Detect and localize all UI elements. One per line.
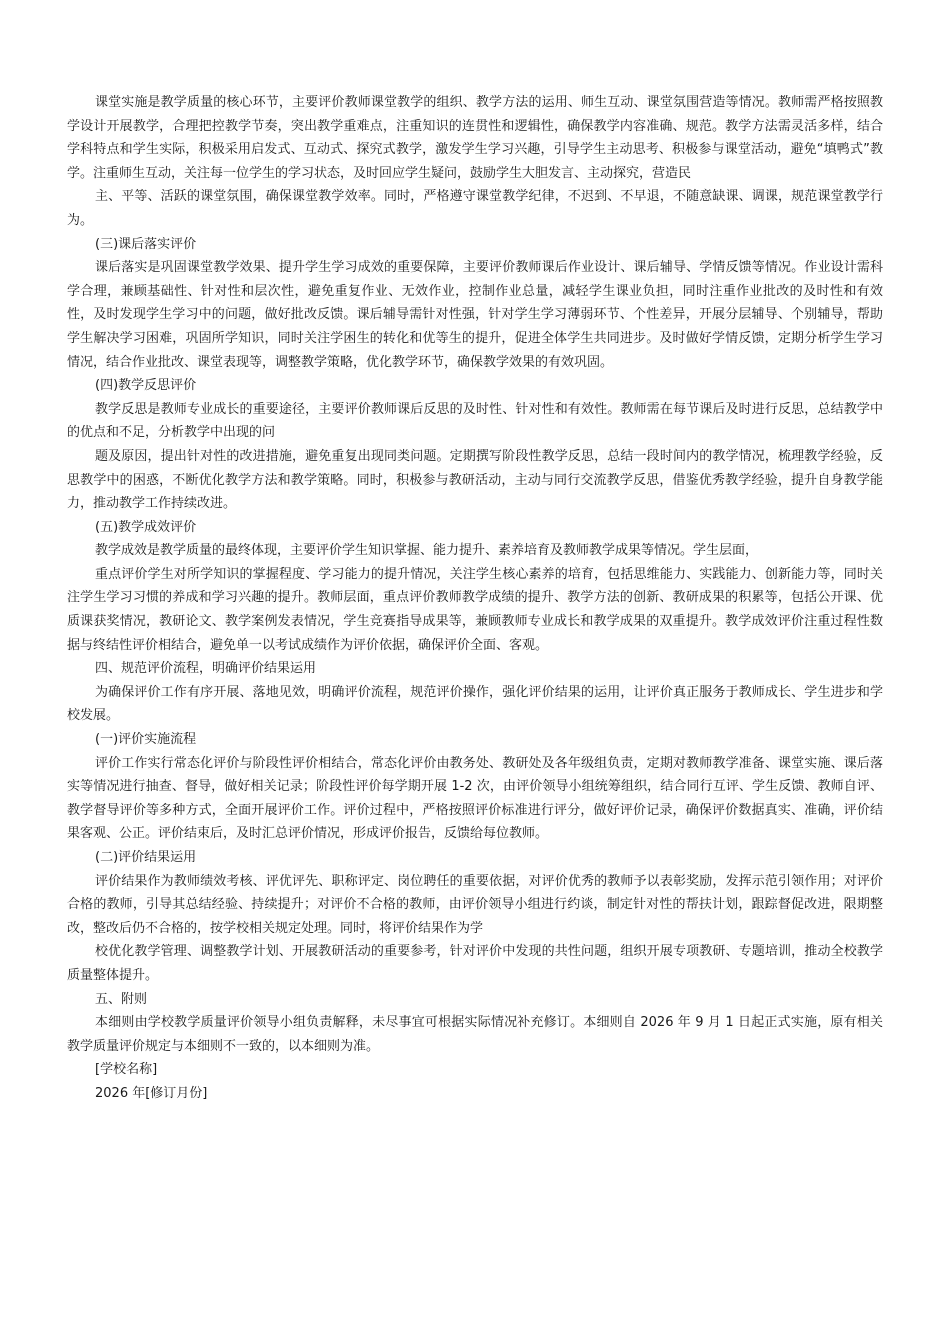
paragraph-reflection-detail: 题及原因，提出针对性的改进措施，避免重复出现同类问题。定期撰写阶段性教学反思，总结一段时间内的教学情况，梳理教学经验，反思教学中的困惑，不断优化教学方法和教学策略。同时，积极参与教研活动，主动与同行交流教学反思，借鉴优秀教学经验，提升自身教学能力，推动教学工作持续改进。	[67, 448, 883, 512]
paragraph-classroom-implementation: 课堂实施是教学质量的核心环节，主要评价教师课堂教学的组织、教学方法的运用、师生互动、课堂氛围营造等情况。教师需严格按照教学设计开展教学，合理把控教学节奏，突出教学重难点，注重知识的连贯性和逻辑性，确保教学内容准确、规范。教学方法需灵活多样，结合学科特点和学生实际，积极采用启发式、互动式、探究式教学，激发学生学习兴趣，引导学生主动思考、积极参与课堂活动，避免“填鸭式”教学。注重师生互动，关注每一位学生的学习状态，及时回应学生疑问，鼓励学生大胆发言、主动探究，营造民	[67, 95, 883, 181]
section-heading-after-class: (三)课后落实评价	[95, 236, 197, 252]
paragraph-process-intro: 为确保评价工作有序开展、落地见效，明确评价流程，规范评价操作，强化评价结果的运用，让评价真正服务于教师成长、学生进步和学校发展。	[67, 684, 883, 724]
paragraph-result-use: 评价结果作为教师绩效考核、评优评先、职称评定、岗位聘任的重要依据，对评价优秀的教师予以表彰奖励，发挥示范引领作用；对评价合格的教师，引导其总结经验、持续提升；对评价不合格的教师，由评价领导小组进行约谈，制定针对性的帮扶计划，跟踪督促改进，限期整改，整改后仍不合格的，按学校相关规定处理。同时，将评价结果作为学	[67, 873, 883, 936]
section-heading-implementation-flow: (一)评价实施流程	[95, 732, 197, 748]
paragraph-effectiveness-intro: 教学成效是教学质量的最终体现，主要评价学生知识掌握、能力提升、素养培育及教师教学成果等情况。学生层面，	[95, 543, 759, 559]
section-heading-supplementary: 五、附则	[95, 991, 148, 1007]
paragraph-result-use-continued: 校优化教学管理、调整教学计划、开展教研活动的重要参考，针对评价中发现的共性问题，组织开展专项教研、专题培训，推动全校教学质量整体提升。	[67, 944, 883, 983]
paragraph-after-class: 课后落实是巩固课堂教学效果、提升学生学习成效的重要保障，主要评价教师课后作业设计、课后辅导、学情反馈等情况。作业设计需科学合理，兼顾基础性、针对性和层次性，避免重复作业、无效作业，控制作业总量，减轻学生课业负担，同时注重作业批改的及时性和有效性，及时发现学生学习中的问题，做好批改反馈。课后辅导需针对性强，针对学生学习薄弱环节、个性差异，开展分层辅导、个别辅导，帮助学生解决学习困难，巩固所学知识，同时关注学困生的转化和优等生的提升，促进全体学生共同进步。及时做好学情反馈，定期分析学生学习情况，结合作业批改、课堂表现等，调整教学策略，优化教学环节，确保教学效果的有效巩固。	[67, 260, 883, 370]
section-heading-process: 四、规范评价流程，明确评价结果运用	[95, 661, 317, 677]
document-body	[67, 91, 883, 1106]
section-heading-effectiveness: (五)教学成效评价	[95, 519, 197, 535]
revision-date: 2026 年[修订月份]	[95, 1085, 208, 1101]
paragraph-implementation-flow: 评价工作实行常态化评价与阶段性评价相结合，常态化评价由教务处、教研处及各年级组负责，定期对教师教学准备、课堂实施、课后落实等情况进行抽查、督导，做好相关记录；阶段性评价每学期开展 1-2 次，由评价领导小组统筹组织，结合同行互评、学生反馈、教师自评、教学督导评价等多种方式，全面开展评价工作。评价过程中，严格按照评价标准进行评分，做好评价记录，确保评价数据真实、准确，评价结果客观、公正。评价结束后，及时汇总评价情况，形成评价报告，反馈给每位教师。	[67, 755, 883, 842]
section-heading-reflection: (四)教学反思评价	[95, 378, 197, 394]
school-name-placeholder: [学校名称]	[95, 1062, 158, 1078]
paragraph-classroom-atmosphere: 主、平等、活跃的课堂氛围，确保课堂教学效率。同时，严格遵守课堂教学纪律，不迟到、不早退，不随意缺课、调课，规范课堂教学行为。	[67, 189, 883, 228]
paragraph-supplementary: 本细则由学校教学质量评价领导小组负责解释，未尽事宜可根据实际情况补充修订。本细则自 2026 年 9 月 1 日起正式实施，原有相关教学质量评价规定与本细则不一致的，以本细则为准。	[67, 1015, 883, 1054]
paragraph-effectiveness-detail: 重点评价学生对所学知识的掌握程度、学习能力的提升情况，关注学生核心素养的培育，包括思维能力、实践能力、创新能力等，同时关注学生学习习惯的养成和学习兴趣的提升。教师层面，重点评价教师教学成绩的提升、教学方法的创新、教研成果的积累等，包括公开课、优质课获奖情况，教研论文、教学案例发表情况，学生竞赛指导成果等，兼顾教师专业成长和教学成果的双重提升。教学成效评价注重过程性数据与终结性评价相结合，避免单一以考试成绩作为评价依据，确保评价全面、客观。	[67, 566, 883, 653]
paragraph-reflection-intro: 教学反思是教师专业成长的重要途径，主要评价教师课后反思的及时性、针对性和有效性。教师需在每节课后及时进行反思，总结教学中的优点和不足，分析教学中出现的问	[67, 401, 883, 441]
section-heading-result-use: (二)评价结果运用	[95, 850, 197, 865]
